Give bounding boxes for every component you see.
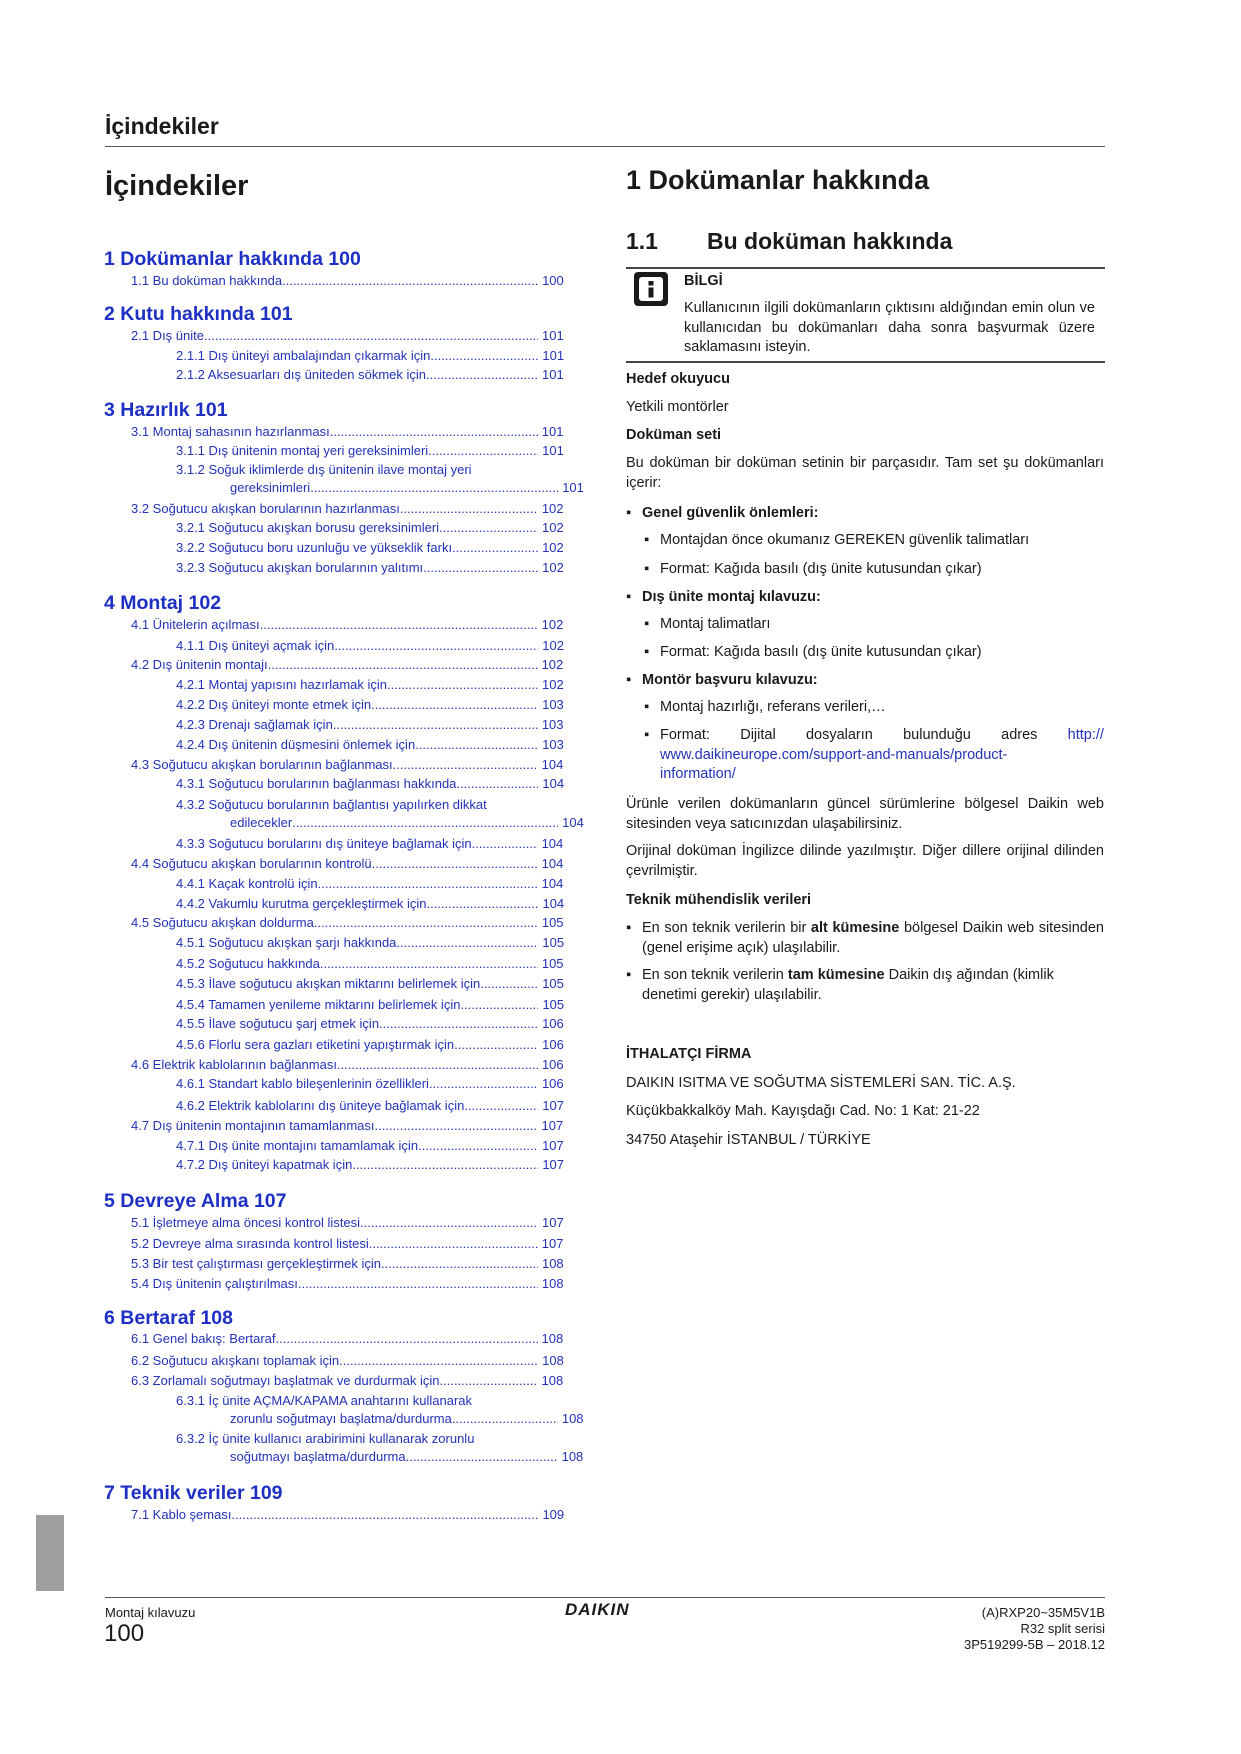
toc-page-number: 108 <box>561 1411 584 1426</box>
toc-entry[interactable] <box>176 442 564 460</box>
toc-entry[interactable] <box>176 1075 564 1093</box>
list-item: ▪ Format: Dijital dosyaların bulunduğu adres http:// www.daikineurope.com/support-and-manuals/product- information/ <box>644 727 1104 782</box>
toc-page-number: 101 <box>542 348 565 363</box>
list-item: ▪ Montör başvuru kılavuzu: <box>626 672 818 688</box>
toc-page-number: 105 <box>542 997 565 1012</box>
toc-entry[interactable] <box>131 914 564 932</box>
toc-entry-label: 4.5 Soğutucu akışkan doldurma <box>131 915 314 930</box>
toc-heading[interactable]: 7 Teknik veriler 109 <box>104 1482 283 1504</box>
daikin-logo: DAIKIN <box>565 1600 630 1619</box>
toc-leader <box>276 1330 538 1348</box>
toc-leader <box>460 996 538 1014</box>
toc-entry[interactable] <box>176 955 564 973</box>
toc-heading[interactable]: 2 Kutu hakkında 101 <box>104 303 293 325</box>
toc-entry[interactable] <box>176 1156 564 1174</box>
toc-entry-label: gereksinimleri <box>230 480 311 495</box>
toc-page-number: 107 <box>542 1098 565 1113</box>
toc-entry-label: 3.1.2 Soğuk iklimlerde dış ünitenin ilave montaj yeri <box>176 462 472 477</box>
toc-heading[interactable]: 1 Dokümanlar hakkında 100 <box>104 248 361 270</box>
toc-leader <box>337 1056 538 1074</box>
toc-leader <box>379 1015 538 1033</box>
toc-page-number: 107 <box>541 1118 564 1133</box>
toc-page-number: 104 <box>541 856 564 871</box>
toc-page-number: 106 <box>542 1016 564 1031</box>
toc-entry[interactable] <box>176 676 564 694</box>
toc-page-number: 107 <box>541 1236 564 1251</box>
document-code: 3P519299-5B – 2018.12 <box>964 1637 1105 1652</box>
toc-leader <box>387 676 538 694</box>
toc-entry-label: 3.2.1 Soğutucu akışkan borusu gereksinimleri <box>176 520 440 535</box>
toc-entry-label: 3.2.3 Soğutucu akışkan borularının yalıtımı <box>176 560 424 575</box>
toc-entry[interactable] <box>131 855 563 873</box>
toc-leader <box>426 366 538 384</box>
toc-leader <box>381 1255 538 1273</box>
list-item: ▪ Montaj hazırlığı, referans verileri,… <box>644 699 886 715</box>
toc-page-number: 102 <box>542 520 564 535</box>
toc-leader <box>372 855 538 873</box>
toc-leader <box>396 934 538 952</box>
toc-leader <box>292 814 558 832</box>
list-item: ▪ En son teknik verilerin tam kümesine Daikin dış ağından (kimlik denetimi gerekir) ulaşılabilir. <box>626 967 1054 1003</box>
toc-entry-label: 4.7.2 Dış üniteyi kapatmak için <box>176 1157 353 1172</box>
latest-versions-text: Ürünle verilen dokümanların güncel sürümlerine bölgesel Daikin web sitesinden veya satıcınızdan ulaşabilirsiniz. <box>626 796 1104 832</box>
toc-leader <box>260 616 538 634</box>
toc-page-number: 103 <box>542 697 564 712</box>
toc-entry-label: 4.5.4 Tamamen yenileme miktarını belirlemek için <box>176 997 461 1012</box>
toc-entry[interactable] <box>131 1056 564 1074</box>
toc-page-number: 101 <box>562 480 584 495</box>
toc-entry-label: 7.1 Kablo şeması <box>131 1507 232 1522</box>
toc-entry[interactable] <box>230 1410 584 1428</box>
info-text: Kullanıcının ilgili dokümanların çıktısını aldığından emin olun ve kullanıcıdan bu dokümanları daha sonra başvurmak üzere saklamasını isteyin. <box>684 300 1095 355</box>
list-item: ▪ Montajdan önce okumanız GEREKEN güvenlik talimatları <box>644 532 1030 548</box>
toc-page-number: 101 <box>542 367 564 382</box>
toc-entry[interactable] <box>131 1214 564 1232</box>
toc-entry[interactable] <box>131 272 564 290</box>
toc-entry[interactable] <box>176 519 564 537</box>
toc-entry[interactable] <box>176 539 564 557</box>
toc-page-number: 101 <box>542 443 564 458</box>
toc-entry-label: 6.3 Zorlamalı soğutmayı başlatmak ve durdurmak için <box>131 1373 440 1388</box>
toc-entry[interactable] <box>176 461 472 479</box>
toc-leader <box>204 327 538 345</box>
list-item: ▪ Montaj talimatları <box>644 616 771 632</box>
toc-leader <box>268 656 538 674</box>
docset-heading: Doküman seti <box>626 427 722 443</box>
toc-entry-label: 4.3.1 Soğutucu borularının bağlanması hakkında <box>176 776 457 791</box>
toc-entry[interactable] <box>176 975 564 993</box>
toc-leader <box>428 442 538 460</box>
toc-entry-label: 4.5.5 İlave soğutucu şarj etmek için <box>176 1016 380 1031</box>
toc-entry-label: 6.3.1 İç ünite AÇMA/KAPAMA anahtarını kullanarak <box>176 1393 473 1408</box>
toc-page-number: 102 <box>541 657 564 672</box>
toc-entry-label: 4.7 Dış ünitenin montajının tamamlanması <box>131 1118 375 1133</box>
list-item: ▪ Format: Kağıda basılı (dış ünite kutusundan çıkar) <box>644 644 982 660</box>
importer-address: Küçükbakkalköy Mah. Kayışdağı Cad. No: 1 Kat: 21-22 <box>626 1103 980 1119</box>
toc-page-number: 105 <box>541 956 564 971</box>
toc-entry[interactable] <box>131 1506 564 1524</box>
chapter-title: 1 Dokümanlar hakkında <box>626 165 930 195</box>
toc-entry-label: soğutmayı başlatma/durdurma <box>230 1449 406 1464</box>
toc-leader <box>454 1036 538 1054</box>
toc-leader <box>339 1352 538 1370</box>
toc-entry[interactable] <box>230 1448 583 1466</box>
list-item: ▪ Dış ünite montaj kılavuzu: <box>626 589 821 605</box>
toc-page-number: 105 <box>541 915 564 930</box>
table-of-contents <box>0 0 600 1600</box>
toc-page-number: 102 <box>542 638 564 653</box>
toc-entry[interactable] <box>176 1036 564 1054</box>
toc-page-number: 102 <box>542 677 564 692</box>
page-number: 100 <box>104 1620 145 1647</box>
toc-entry[interactable] <box>131 1372 563 1390</box>
toc-leader <box>430 347 538 365</box>
toc-title: İçindekiler <box>105 170 249 202</box>
toc-page-number: 103 <box>541 717 564 732</box>
toc-page-number: 108 <box>541 1276 564 1291</box>
toc-page-number: 102 <box>541 617 564 632</box>
toc-entry-label: 4.2.2 Dış üniteyi monte etmek için <box>176 697 372 712</box>
toc-leader <box>369 1235 538 1253</box>
toc-entry[interactable] <box>176 996 564 1014</box>
toc-entry-label: 4.4.1 Kaçak kontrolü için <box>176 876 318 891</box>
toc-leader <box>400 500 538 518</box>
note-bottom-rule <box>626 361 1105 363</box>
footer-model-info <box>905 1605 1105 1653</box>
toc-page-number: 101 <box>542 328 564 343</box>
toc-entry-label: 1.1 Bu doküman hakkında <box>131 273 283 288</box>
toc-entry[interactable] <box>131 423 563 441</box>
toc-entry-label: 4.1 Ünitelerin açılması <box>131 617 260 632</box>
running-header-title: İçindekiler <box>105 113 219 139</box>
note-top-rule <box>626 267 1105 269</box>
toc-entry-label: 4.1.1 Dış üniteyi açmak için <box>176 638 335 653</box>
target-text: Yetkili montörler <box>626 399 729 415</box>
toc-leader <box>360 1214 538 1232</box>
toc-entry-label: 5.1 İşletmeye alma öncesi kontrol listesi <box>131 1215 361 1230</box>
toc-page-number: 108 <box>541 1256 564 1271</box>
toc-entry-label: 4.2.4 Dış ünitenin düşmesini önlemek için <box>176 737 416 752</box>
toc-leader <box>375 1117 538 1135</box>
toc-page-number: 102 <box>541 501 564 516</box>
toc-leader <box>423 559 538 577</box>
toc-page-number: 108 <box>541 1331 564 1346</box>
toc-entry-label: 4.5.2 Soğutucu hakkında <box>176 956 320 971</box>
original-language-text: Orijinal doküman İngilizce dilinde yazılmıştır. Diğer dillere orijinal dilinden çevrilmiştir. <box>626 843 1104 879</box>
docset-text: Bu doküman bir doküman setinin bir parçasıdır. Tam set şu dokümanları içerir: <box>626 455 1104 491</box>
toc-entry-label: 3.1 Montaj sahasının hazırlanması <box>131 424 330 439</box>
toc-leader <box>480 975 538 993</box>
toc-heading[interactable]: 6 Bertaraf 108 <box>104 1307 233 1329</box>
toc-entry-label: 4.4.2 Vakumlu kurutma gerçekleştirmek için <box>176 896 427 911</box>
toc-page-number: 104 <box>541 757 564 772</box>
toc-entry-label: 6.1 Genel bakış: Bertaraf <box>131 1331 276 1346</box>
toc-leader <box>334 637 538 655</box>
target-heading: Hedef okuyucu <box>626 371 730 387</box>
toc-leader <box>393 756 538 774</box>
toc-leader <box>231 1506 538 1524</box>
toc-entry[interactable] <box>131 656 563 674</box>
toc-entry-label: edilecekler <box>230 815 293 830</box>
toc-leader <box>426 895 538 913</box>
toc-entry-label: 4.2.1 Montaj yapısını hazırlamak için <box>176 677 387 692</box>
toc-entry[interactable] <box>176 934 564 952</box>
toc-entry[interactable] <box>176 559 564 577</box>
importer-address: 34750 Ataşehir İSTANBUL / TÜRKİYE <box>626 1132 871 1148</box>
toc-page-number: 109 <box>542 1507 565 1522</box>
toc-entry[interactable] <box>176 875 563 893</box>
toc-entry[interactable] <box>131 756 563 774</box>
toc-page-number: 106 <box>541 1057 564 1072</box>
toc-entry-label: 4.4 Soğutucu akışkan borularının kontrolü <box>131 856 372 871</box>
toc-leader <box>352 1156 538 1174</box>
toc-leader <box>320 955 538 973</box>
list-item: ▪ Format: Kağıda basılı (dış ünite kutusundan çıkar) <box>644 561 982 577</box>
toc-entry-label: 2.1 Dış ünite <box>131 328 204 343</box>
list-item: ▪ En son teknik verilerin bir alt kümesine bölgesel Daikin web sitesinden (genel erişime açık) ulaşılabilir. <box>626 920 1104 956</box>
toc-heading[interactable]: 3 Hazırlık 101 <box>104 399 228 421</box>
toc-entry-label: 4.5.3 İlave soğutucu akışkan miktarını belirlemek için <box>176 976 481 991</box>
toc-leader <box>371 696 538 714</box>
toc-entry[interactable] <box>176 1015 564 1033</box>
toc-page-number: 103 <box>542 737 564 752</box>
toc-entry-label: 4.6.2 Elektrik kablolarını dış üniteye bağlamak için <box>176 1098 465 1113</box>
toc-page-number: 106 <box>542 1037 564 1052</box>
toc-entry[interactable] <box>131 1352 564 1370</box>
toc-leader <box>452 539 538 557</box>
toc-entry[interactable] <box>176 1430 474 1448</box>
toc-entry-label: 6.3.2 İç ünite kullanıcı arabirimini kullanarak zorunlu <box>176 1431 475 1446</box>
toc-page-number: 105 <box>542 976 564 991</box>
toc-heading[interactable]: 5 Devreye Alma 107 <box>104 1190 287 1212</box>
toc-entry-label: 4.2.3 Drenajı sağlamak için <box>176 717 333 732</box>
toc-entry-label: 2.1.2 Aksesuarları dış üniteden sökmek için <box>176 367 427 382</box>
toc-page-number: 100 <box>542 273 564 288</box>
toc-page-number: 108 <box>542 1353 564 1368</box>
toc-leader <box>406 1448 558 1466</box>
toc-entry-label: 3.2.2 Soğutucu boru uzunluğu ve yükseklik farkı <box>176 540 453 555</box>
toc-page-number: 107 <box>542 1138 564 1153</box>
toc-page-number: 107 <box>542 1157 565 1172</box>
toc-page-number: 104 <box>541 836 564 851</box>
toc-entry[interactable] <box>131 616 563 634</box>
toc-leader <box>310 479 558 497</box>
toc-leader <box>314 914 538 932</box>
toc-entry[interactable] <box>131 327 564 345</box>
chapter-side-tab <box>36 1515 64 1591</box>
toc-page-number: 102 <box>542 560 564 575</box>
toc-page-number: 101 <box>541 424 564 439</box>
toc-entry[interactable] <box>131 1330 563 1348</box>
toc-entry-label: 4.3.3 Soğutucu borularını dış üniteye bağlamak için <box>176 836 472 851</box>
toc-entry-label: 4.5.1 Soğutucu akışkan şarjı hakkında <box>176 935 397 950</box>
toc-entry[interactable] <box>176 1097 564 1115</box>
toc-leader <box>298 1275 538 1293</box>
toc-entry[interactable] <box>131 1235 563 1253</box>
toc-entry-label: 4.6 Elektrik kablolarının bağlanması <box>131 1057 337 1072</box>
toc-entry-label: 4.5.6 Florlu sera gazları etiketini yapıştırmak için <box>176 1037 455 1052</box>
toc-entry[interactable] <box>176 1137 564 1155</box>
toc-entry-label: 4.3 Soğutucu akışkan borularının bağlanması <box>131 757 393 772</box>
footer-rule <box>105 1597 1105 1598</box>
toc-entry[interactable] <box>176 1392 472 1410</box>
toc-page-number: 108 <box>561 1449 584 1464</box>
toc-leader <box>330 423 538 441</box>
toc-leader <box>415 736 538 754</box>
toc-page-number: 104 <box>541 876 564 891</box>
toc-entry[interactable] <box>176 696 564 714</box>
importer-name: DAIKIN ISITMA VE SOĞUTMA SİSTEMLERİ SAN. TİC. A.Ş. <box>626 1075 1016 1091</box>
toc-leader <box>429 1075 538 1093</box>
section-title: Bu doküman hakkında <box>707 228 953 254</box>
toc-entry[interactable] <box>131 1275 564 1293</box>
toc-entry-label: 4.7.1 Dış ünite montajını tamamlamak için <box>176 1138 419 1153</box>
toc-entry-label: 4.6.1 Standart kablo bileşenlerinin özellikleri <box>176 1076 429 1091</box>
importer-heading: İTHALATÇI FİRMA <box>626 1046 752 1062</box>
toc-leader <box>333 716 538 734</box>
section-number: 1.1 <box>626 228 658 254</box>
toc-leader <box>440 1372 538 1390</box>
toc-page-number: 108 <box>541 1373 564 1388</box>
toc-entry[interactable] <box>176 796 487 814</box>
toc-page-number: 106 <box>541 1076 564 1091</box>
info-icon <box>634 272 668 306</box>
toc-entry[interactable] <box>176 366 564 384</box>
toc-entry[interactable] <box>176 835 563 853</box>
toc-page-number: 104 <box>562 815 584 830</box>
toc-entry-label: 6.2 Soğutucu akışkanı toplamak için <box>131 1353 340 1368</box>
toc-entry[interactable] <box>176 736 564 754</box>
toc-entry-label: 3.2 Soğutucu akışkan borularının hazırlanması <box>131 501 400 516</box>
toc-entry-label: 5.4 Dış ünitenin çalıştırılması <box>131 1276 298 1291</box>
toc-entry-label: 5.3 Bir test çalıştırması gerçekleştirmek için <box>131 1256 381 1271</box>
toc-entry[interactable] <box>176 895 564 913</box>
toc-entry-label: 4.2 Dış ünitenin montajı <box>131 657 268 672</box>
toc-heading[interactable]: 4 Montaj 102 <box>104 592 222 614</box>
toc-page-number: 102 <box>542 540 564 555</box>
toc-page-number: 104 <box>542 896 565 911</box>
toc-leader <box>318 875 538 893</box>
toc-entry[interactable] <box>176 775 564 793</box>
toc-page-number: 105 <box>542 935 565 950</box>
toc-leader <box>418 1137 538 1155</box>
footer-doc-type: Montaj kılavuzu <box>105 1605 196 1620</box>
toc-entry[interactable] <box>131 1117 563 1135</box>
toc-entry[interactable] <box>230 479 584 497</box>
toc-entry-label: 3.1.1 Dış ünitenin montaj yeri gereksinimleri <box>176 443 429 458</box>
model-number: (A)RXP20~35M5V1B <box>981 1605 1105 1620</box>
toc-leader <box>282 272 538 290</box>
toc-entry[interactable] <box>176 637 564 655</box>
tech-data-heading: Teknik mühendislik verileri <box>626 892 812 908</box>
toc-entry[interactable] <box>176 716 564 734</box>
toc-entry[interactable] <box>131 1255 564 1273</box>
toc-entry[interactable] <box>176 347 564 365</box>
toc-entry-label: 2.1.1 Dış üniteyi ambalajından çıkarmak için <box>176 348 431 363</box>
toc-entry[interactable] <box>230 814 584 832</box>
toc-entry-label: 4.3.2 Soğutucu borularının bağlantısı yapılırken dikkat <box>176 797 487 812</box>
toc-entry[interactable] <box>131 500 564 518</box>
series-name: R32 split serisi <box>1020 1621 1105 1636</box>
toc-entry-label: 5.2 Devreye alma sırasında kontrol listesi <box>131 1236 369 1251</box>
toc-page-number: 107 <box>542 1215 564 1230</box>
list-item: ▪ Genel güvenlik önlemleri: <box>626 505 819 521</box>
toc-entry-label: zorunlu soğutmayı başlatma/durdurma <box>230 1411 452 1426</box>
toc-leader <box>472 835 538 853</box>
toc-leader <box>439 519 538 537</box>
toc-leader <box>452 1410 558 1428</box>
info-label: BİLGİ <box>684 273 723 289</box>
toc-leader <box>464 1097 538 1115</box>
toc-leader <box>456 775 538 793</box>
toc-page-number: 104 <box>542 776 565 791</box>
